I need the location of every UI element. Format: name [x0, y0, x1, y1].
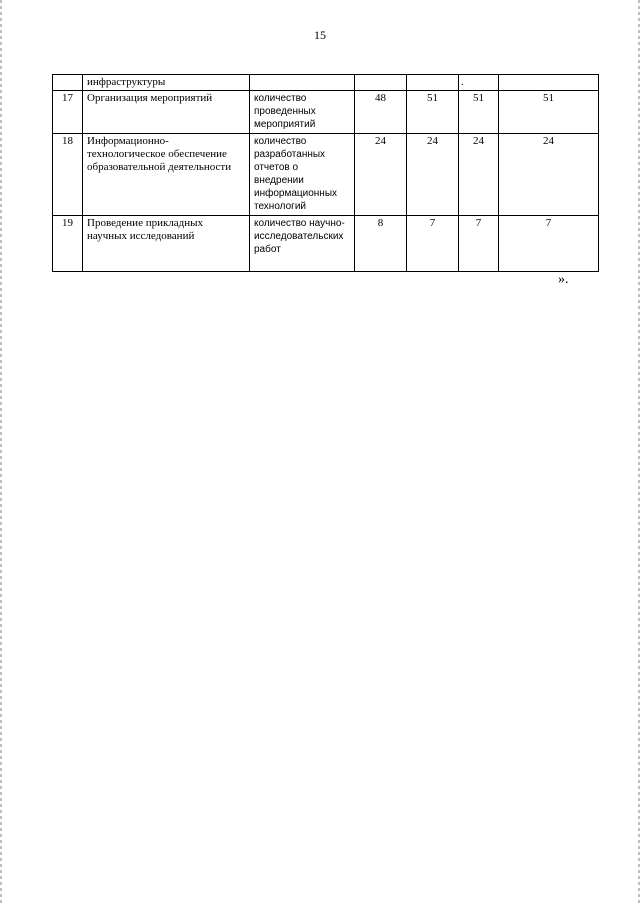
value-cell: 24	[407, 134, 459, 216]
row-number: 19	[53, 216, 83, 272]
indicator-name: количество разработанных отчетов о внедрении информационных технологий	[250, 134, 355, 216]
table-row	[53, 134, 599, 216]
work-name: Информационно-технологическое обеспечение образовательной деятельности	[83, 134, 250, 216]
value-cell	[407, 75, 459, 91]
value-cell: .	[459, 75, 499, 91]
value-cell: 7	[407, 216, 459, 272]
work-name: Проведение прикладных научных исследований	[83, 216, 250, 272]
value-cell: 24	[459, 134, 499, 216]
row-number: 18	[53, 134, 83, 216]
indicator-name: количество проведенных мероприятий	[250, 91, 355, 134]
value-cell: 7	[499, 216, 599, 272]
table-row	[53, 216, 599, 272]
value-cell	[355, 75, 407, 91]
scan-edge-left	[0, 0, 2, 905]
row-number	[53, 75, 83, 91]
work-name: инфраструктуры	[83, 75, 250, 91]
value-cell: 8	[355, 216, 407, 272]
row-number: 17	[53, 91, 83, 134]
value-cell: 51	[459, 91, 499, 134]
indicators-table	[52, 74, 599, 272]
value-cell: 51	[407, 91, 459, 134]
value-cell: 48	[355, 91, 407, 134]
value-cell: 51	[499, 91, 599, 134]
page-number: 15	[314, 28, 326, 42]
indicator-name	[250, 75, 355, 91]
work-name: Организация мероприятий	[83, 91, 250, 134]
value-cell: 7	[459, 216, 499, 272]
closing-quote: ».	[558, 272, 569, 287]
value-cell: 24	[355, 134, 407, 216]
indicator-name: количество научно-исследовательских работ	[250, 216, 355, 272]
value-cell: 24	[499, 134, 599, 216]
table-row	[53, 91, 599, 134]
table-row	[53, 75, 599, 91]
value-cell	[499, 75, 599, 91]
